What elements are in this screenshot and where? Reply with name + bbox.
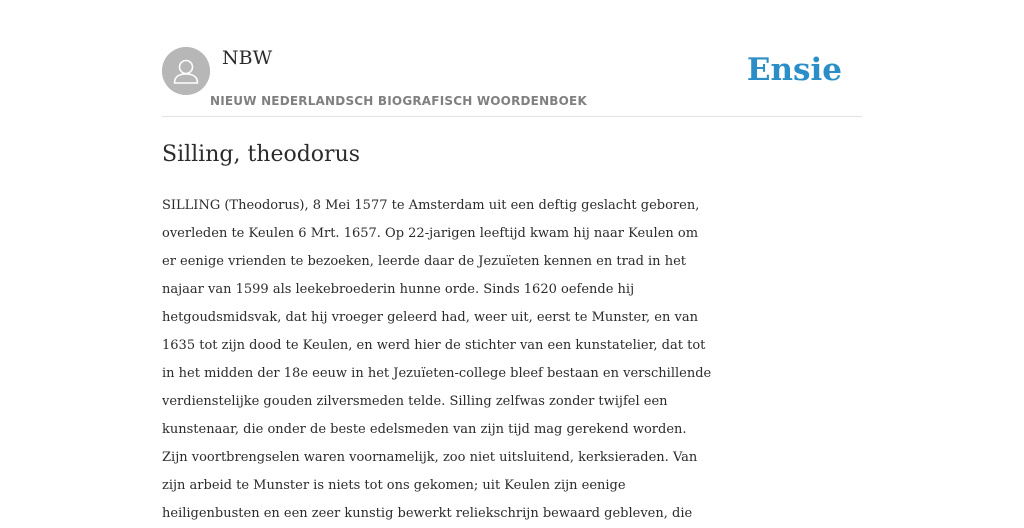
article-line: zijn arbeid te Munster is niets tot ons gekomen; uit Keulen zijn eenige	[162, 478, 626, 493]
article-line: kunstenaar, die onder de beste edelsmeden van zijn tijd mag gerekend worden.	[162, 422, 687, 437]
article-line: hetgoudsmidsvak, dat hij vroeger geleerd had, weer uit, eerst te Munster, en van	[162, 310, 698, 325]
user-silhouette-icon	[162, 47, 210, 95]
source-header	[162, 46, 862, 117]
article-line: in het midden der 18e eeuw in het Jezuïeten-college bleef bestaan en verschillende	[162, 366, 712, 381]
article-line: overleden te Keulen 6 Mrt. 1657. Op 22-jarigen leeftijd kwam hij naar Keulen om	[162, 226, 699, 241]
article-line: 1635 tot zijn dood te Keulen, en werd hier de stichter van een kunstatelier, dat tot	[162, 338, 706, 353]
article-title: Silling, theodorus	[162, 142, 361, 167]
article-line: er eenige vrienden te bezoeken, leerde daar de Jezuïeten kennen en trad in het	[162, 254, 686, 269]
source-avatar[interactable]	[162, 47, 210, 95]
ensie-logo-link[interactable]: Ensie	[746, 52, 842, 88]
source-full-name: NIEUW NEDERLANDSCH BIOGRAFISCH WOORDENBOEK	[210, 94, 587, 108]
article-line: Zijn voortbrengselen waren voornamelijk, zoo niet uitsluitend, kerksieraden. Van	[162, 450, 698, 465]
article-line: SILLING (Theodorus), 8 Mei 1577 te Amsterdam uit een deftig geslacht geboren,	[162, 198, 700, 213]
source-abbr-link[interactable]: NBW	[222, 47, 273, 69]
article-line: najaar van 1599 als leekebroederin hunne orde. Sinds 1620 oefende hij	[162, 282, 635, 297]
article-line: heiligenbusten en een zeer kunstig bewerkt reliekschrijn bewaard gebleven, die	[162, 506, 693, 521]
article-line: verdienstelijke gouden zilversmeden telde. Silling zelfwas zonder twijfel een	[162, 394, 668, 409]
article-body	[162, 192, 872, 528]
